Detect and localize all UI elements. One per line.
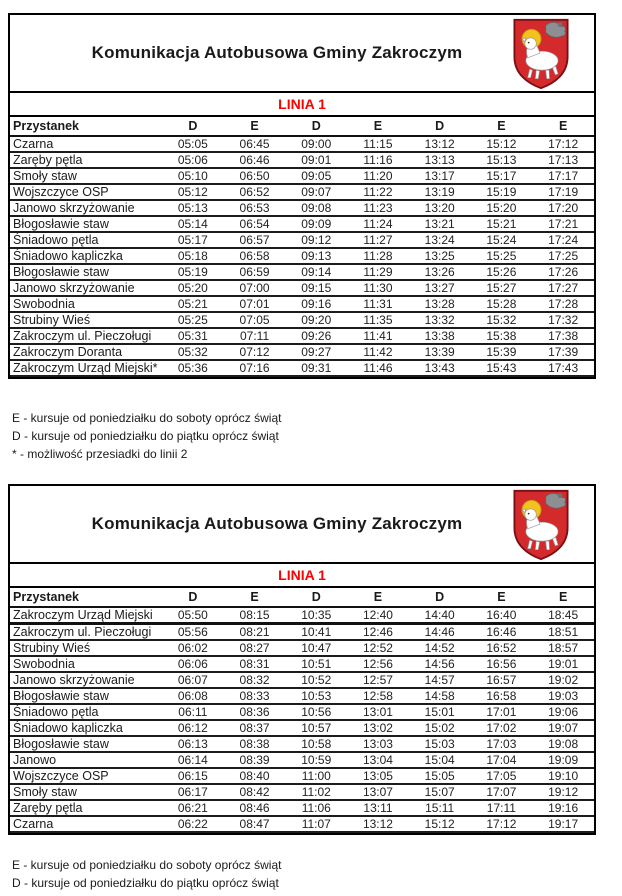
time-cell: 08:40 (239, 769, 270, 783)
time-cell: 17:12 (486, 817, 517, 831)
stop-name-cell: Wojszczyce OSP (13, 185, 109, 199)
stop-name-cell: Strubiny Wieś (13, 641, 91, 655)
time-cell: 09:09 (301, 217, 332, 231)
time-cell: 11:07 (301, 817, 331, 831)
time-cell: 15:24 (486, 233, 517, 247)
stop-name-cell: Smoły staw (13, 785, 77, 799)
time-cell: 15:17 (486, 169, 517, 183)
time-cell: 09:01 (301, 153, 332, 167)
time-cell: 12:58 (362, 689, 393, 703)
stop-name-cell: Zakroczym ul. Pieczoługi (13, 329, 152, 343)
stop-name-cell: Smoły staw (13, 169, 77, 183)
time-cell: 05:14 (177, 217, 208, 231)
table-row (10, 656, 594, 672)
time-cell: 19:09 (548, 753, 579, 767)
time-cell: 17:17 (548, 169, 579, 183)
time-cell: 13:17 (424, 169, 455, 183)
time-cell: 14:57 (424, 673, 455, 687)
time-cell: 19:17 (548, 817, 579, 831)
masthead (10, 486, 594, 564)
time-cell: 14:46 (424, 625, 455, 639)
time-cell: 05:32 (177, 345, 208, 359)
time-cell: 15:02 (424, 721, 455, 735)
time-cell: 13:01 (362, 705, 393, 719)
time-cell: 12:46 (362, 625, 393, 639)
time-cell: 11:35 (363, 313, 393, 327)
time-cell: 05:12 (177, 185, 208, 199)
stop-name-cell: Zakroczym Doranta (13, 345, 123, 359)
footnotes-outbound (12, 409, 281, 463)
column-header-e3: E (471, 588, 533, 607)
time-cell: 18:45 (548, 608, 579, 622)
time-cell: 13:20 (424, 201, 455, 215)
time-cell: 09:05 (301, 169, 332, 183)
column-header-row (10, 117, 594, 136)
time-cell: 15:04 (424, 753, 455, 767)
time-cell: 13:04 (362, 753, 393, 767)
time-cell: 13:03 (362, 737, 393, 751)
footnote-line: E - kursuje od poniedziałku do soboty oprócz świąt (12, 858, 282, 872)
column-header-stop: Przystanek (10, 588, 162, 607)
time-cell: 07:01 (239, 297, 270, 311)
time-cell: 14:40 (424, 608, 455, 622)
table-row (10, 168, 594, 184)
time-cell: 15:26 (486, 265, 517, 279)
time-cell: 15:38 (486, 329, 517, 343)
table-row (10, 232, 594, 248)
time-cell: 06:15 (177, 769, 208, 783)
time-cell: 05:17 (177, 233, 208, 247)
time-cell: 14:58 (424, 689, 455, 703)
time-cell: 15:01 (424, 705, 455, 719)
time-cell: 17:20 (548, 201, 579, 215)
time-cell: 05:05 (177, 137, 208, 151)
time-cell: 17:27 (548, 281, 579, 295)
table-row (10, 344, 594, 360)
time-cell: 15:03 (424, 737, 455, 751)
table-row (10, 328, 594, 344)
time-cell: 06:58 (239, 249, 270, 263)
table-row (10, 200, 594, 216)
page-title: Komunikacja Autobusowa Gminy Zakroczym (91, 43, 463, 62)
time-cell: 12:57 (362, 673, 393, 687)
time-cell: 09:14 (301, 265, 332, 279)
time-cell: 17:01 (486, 705, 517, 719)
time-cell: 07:05 (239, 313, 270, 327)
table-row (10, 768, 594, 784)
column-header-e1: E (224, 117, 286, 136)
table-row (10, 672, 594, 688)
time-cell: 11:23 (363, 201, 393, 215)
time-cell: 10:52 (301, 673, 332, 687)
time-cell: 15:12 (424, 817, 455, 831)
line-banner: LINIA 1 (10, 564, 594, 588)
time-cell: 17:05 (486, 769, 517, 783)
time-cell: 17:26 (548, 265, 579, 279)
time-cell: 17:25 (548, 249, 579, 263)
masthead (10, 15, 594, 93)
time-cell: 05:13 (177, 201, 208, 215)
time-cell: 11:31 (363, 297, 393, 311)
column-header-e4: E (532, 117, 594, 136)
page-title: Komunikacja Autobusowa Gminy Zakroczym (91, 514, 463, 533)
time-cell: 17:03 (486, 737, 517, 751)
footnotes-return (12, 856, 281, 892)
table-row (10, 607, 594, 624)
stop-name-cell: Janowo skrzyżowanie (13, 673, 135, 687)
table-row (10, 784, 594, 800)
time-cell: 12:56 (362, 657, 393, 671)
time-cell: 14:56 (424, 657, 455, 671)
time-cell: 07:11 (239, 329, 270, 343)
table-row (10, 360, 594, 376)
column-header-e3: E (471, 117, 533, 136)
table-row (10, 312, 594, 328)
table-row (10, 248, 594, 264)
time-cell: 06:50 (239, 169, 270, 183)
table-row (10, 736, 594, 752)
time-cell: 08:39 (239, 753, 270, 767)
table-row (10, 136, 594, 152)
time-cell: 10:41 (301, 625, 332, 639)
table-row (10, 216, 594, 232)
time-cell: 11:02 (301, 785, 331, 799)
table-row (10, 624, 594, 641)
stop-name-cell: Śniadowo kapliczka (13, 721, 123, 735)
time-cell: 11:24 (363, 217, 393, 231)
time-cell: 11:42 (363, 345, 393, 359)
time-cell: 06:07 (177, 673, 208, 687)
time-cell: 08:32 (239, 673, 270, 687)
time-cell: 08:37 (239, 721, 270, 735)
stop-name-cell: Zakroczym Urząd Miejski (13, 608, 153, 622)
time-cell: 10:51 (301, 657, 332, 671)
time-cell: 19:07 (548, 721, 579, 735)
time-cell: 13:21 (424, 217, 455, 231)
time-cell: 06:45 (239, 137, 270, 151)
time-cell: 13:07 (362, 785, 393, 799)
time-cell: 12:40 (362, 608, 393, 622)
column-header-d1: D (162, 117, 224, 136)
stop-name-cell: Wojszczyce OSP (13, 769, 109, 783)
stop-name-cell: Śniadowo pętla (13, 233, 99, 247)
time-cell: 19:02 (548, 673, 579, 687)
time-cell: 05:18 (177, 249, 208, 263)
stop-name-cell: Janowo skrzyżowanie (13, 201, 135, 215)
time-cell: 16:57 (486, 673, 517, 687)
time-cell: 05:31 (177, 329, 208, 343)
time-cell: 08:21 (239, 625, 270, 639)
stop-name-cell: Czarna (13, 137, 54, 151)
time-cell: 15:32 (486, 313, 517, 327)
stop-name-cell: Czarna (13, 817, 54, 831)
time-cell: 13:24 (424, 233, 455, 247)
time-cell: 05:19 (177, 265, 208, 279)
time-cell: 09:31 (301, 361, 332, 375)
time-cell: 15:20 (486, 201, 517, 215)
time-cell: 06:57 (239, 233, 270, 247)
time-cell: 05:21 (177, 297, 208, 311)
time-cell: 11:15 (363, 137, 393, 151)
zakroczym-coat-of-arms-icon (510, 488, 572, 562)
footnote-line: * - możliwość przesiadki do linii 2 (12, 447, 188, 461)
time-cell: 17:32 (548, 313, 579, 327)
time-cell: 19:10 (548, 769, 579, 783)
time-cell: 05:10 (177, 169, 208, 183)
stop-name-cell: Swobodnia (13, 657, 75, 671)
table-row (10, 720, 594, 736)
time-cell: 09:20 (301, 313, 332, 327)
time-cell: 09:27 (301, 345, 332, 359)
time-cell: 17:13 (548, 153, 579, 167)
time-cell: 19:12 (548, 785, 579, 799)
stop-name-cell: Błogosławie staw (13, 737, 109, 751)
timetable-table (10, 117, 594, 377)
time-cell: 17:11 (486, 801, 516, 815)
time-cell: 11:06 (301, 801, 331, 815)
time-cell: 05:36 (177, 361, 208, 375)
time-cell: 13:43 (424, 361, 455, 375)
table-row (10, 704, 594, 720)
time-cell: 13:19 (424, 185, 455, 199)
stop-name-cell: Błogosławie staw (13, 265, 109, 279)
column-header-d3: D (409, 117, 471, 136)
time-cell: 13:32 (424, 313, 455, 327)
time-cell: 13:13 (424, 153, 455, 167)
time-cell: 09:16 (301, 297, 332, 311)
time-cell: 18:51 (548, 625, 579, 639)
time-cell: 08:27 (239, 641, 270, 655)
zakroczym-coat-of-arms-icon (510, 17, 572, 91)
time-cell: 15:25 (486, 249, 517, 263)
time-cell: 15:21 (486, 217, 517, 231)
time-cell: 17:28 (548, 297, 579, 311)
time-cell: 06:08 (177, 689, 208, 703)
time-cell: 06:53 (239, 201, 270, 215)
table-row (10, 688, 594, 704)
column-header-e4: E (532, 588, 594, 607)
time-cell: 08:15 (239, 608, 270, 622)
table-row (10, 152, 594, 168)
table-row (10, 296, 594, 312)
time-cell: 06:17 (177, 785, 208, 799)
time-cell: 09:15 (301, 281, 332, 295)
time-cell: 13:05 (362, 769, 393, 783)
time-cell: 05:50 (177, 608, 208, 622)
column-header-d1: D (162, 588, 224, 607)
time-cell: 07:16 (239, 361, 270, 375)
stop-name-cell: Błogosławie staw (13, 217, 109, 231)
time-cell: 10:56 (301, 705, 332, 719)
time-cell: 09:07 (301, 185, 332, 199)
stop-name-cell: Swobodnia (13, 297, 75, 311)
time-cell: 11:00 (301, 769, 331, 783)
stop-name-cell: Zaręby pętla (13, 801, 83, 815)
time-cell: 05:20 (177, 281, 208, 295)
time-cell: 06:06 (177, 657, 208, 671)
time-cell: 07:00 (239, 281, 270, 295)
time-cell: 13:12 (424, 137, 455, 151)
time-cell: 17:04 (486, 753, 517, 767)
time-cell: 17:19 (548, 185, 579, 199)
table-row (10, 280, 594, 296)
time-cell: 13:25 (424, 249, 455, 263)
time-cell: 09:12 (301, 233, 332, 247)
time-cell: 08:38 (239, 737, 270, 751)
time-cell: 16:56 (486, 657, 517, 671)
time-cell: 06:59 (239, 265, 270, 279)
time-cell: 10:53 (301, 689, 332, 703)
time-cell: 10:57 (301, 721, 332, 735)
table-row (10, 752, 594, 768)
column-header-e2: E (347, 588, 409, 607)
footnote-line: D - kursuje od poniedziałku do piątku oprócz świąt (12, 429, 279, 443)
stop-name-cell: Zaręby pętla (13, 153, 83, 167)
time-cell: 10:58 (301, 737, 332, 751)
time-cell: 16:58 (486, 689, 517, 703)
time-cell: 07:12 (239, 345, 270, 359)
line-banner: LINIA 1 (10, 93, 594, 117)
time-cell: 16:40 (486, 608, 517, 622)
time-cell: 19:08 (548, 737, 579, 751)
time-cell: 17:02 (486, 721, 517, 735)
timetable-outbound (8, 13, 596, 379)
time-cell: 11:28 (363, 249, 393, 263)
time-cell: 15:12 (486, 137, 517, 151)
time-cell: 08:33 (239, 689, 270, 703)
time-cell: 06:02 (177, 641, 208, 655)
time-cell: 15:19 (486, 185, 517, 199)
time-cell: 17:24 (548, 233, 579, 247)
time-cell: 05:06 (177, 153, 208, 167)
column-header-stop: Przystanek (10, 117, 162, 136)
table-row (10, 184, 594, 200)
time-cell: 06:13 (177, 737, 208, 751)
time-cell: 16:52 (486, 641, 517, 655)
timetable-return (8, 484, 596, 835)
time-cell: 11:41 (363, 329, 393, 343)
column-header-d2: D (285, 588, 347, 607)
footnote-line: D - kursuje od poniedziałku do piątku oprócz świąt (12, 876, 279, 890)
time-cell: 11:30 (363, 281, 393, 295)
time-cell: 15:05 (424, 769, 455, 783)
time-cell: 08:46 (239, 801, 270, 815)
time-cell: 17:07 (486, 785, 517, 799)
time-cell: 08:36 (239, 705, 270, 719)
time-cell: 11:22 (363, 185, 393, 199)
time-cell: 06:46 (239, 153, 270, 167)
time-cell: 09:00 (301, 137, 332, 151)
time-cell: 11:46 (363, 361, 393, 375)
time-cell: 06:12 (177, 721, 208, 735)
table-row (10, 264, 594, 280)
time-cell: 17:21 (548, 217, 579, 231)
column-header-row (10, 588, 594, 607)
time-cell: 15:43 (486, 361, 517, 375)
time-cell: 06:54 (239, 217, 270, 231)
time-cell: 10:35 (301, 608, 332, 622)
time-cell: 15:07 (424, 785, 455, 799)
time-cell: 13:28 (424, 297, 455, 311)
time-cell: 19:03 (548, 689, 579, 703)
footnote-line: E - kursuje od poniedziałku do soboty oprócz świąt (12, 411, 282, 425)
time-cell: 15:13 (486, 153, 517, 167)
time-cell: 06:52 (239, 185, 270, 199)
column-header-e2: E (347, 117, 409, 136)
time-cell: 17:43 (548, 361, 579, 375)
stop-name-cell: Śniadowo kapliczka (13, 249, 123, 263)
column-header-d3: D (409, 588, 471, 607)
time-cell: 10:59 (301, 753, 332, 767)
time-cell: 17:12 (548, 137, 579, 151)
time-cell: 13:39 (424, 345, 455, 359)
stop-name-cell: Janowo skrzyżowanie (13, 281, 135, 295)
time-cell: 05:56 (177, 625, 208, 639)
column-header-e1: E (224, 588, 286, 607)
time-cell: 17:39 (548, 345, 579, 359)
stop-name-cell: Janowo (13, 753, 57, 767)
time-cell: 15:28 (486, 297, 517, 311)
stop-name-cell: Zakroczym Urząd Miejski* (13, 361, 158, 375)
time-cell: 19:16 (548, 801, 579, 815)
time-cell: 13:26 (424, 265, 455, 279)
column-header-d2: D (285, 117, 347, 136)
time-cell: 06:14 (177, 753, 208, 767)
table-row (10, 816, 594, 832)
time-cell: 16:46 (486, 625, 517, 639)
time-cell: 08:42 (239, 785, 270, 799)
time-cell: 09:08 (301, 201, 332, 215)
time-cell: 06:21 (177, 801, 208, 815)
time-cell: 17:38 (548, 329, 579, 343)
stop-name-cell: Śniadowo pętla (13, 705, 99, 719)
time-cell: 05:25 (177, 313, 208, 327)
stop-name-cell: Błogosławie staw (13, 689, 109, 703)
stop-name-cell: Zakroczym ul. Pieczoługi (13, 625, 152, 639)
time-cell: 09:26 (301, 329, 332, 343)
time-cell: 10:47 (301, 641, 332, 655)
time-cell: 11:16 (363, 153, 393, 167)
time-cell: 13:11 (363, 801, 393, 815)
time-cell: 15:27 (486, 281, 517, 295)
stop-name-cell: Strubiny Wieś (13, 313, 91, 327)
time-cell: 13:12 (362, 817, 393, 831)
time-cell: 15:39 (486, 345, 517, 359)
time-cell: 13:38 (424, 329, 455, 343)
time-cell: 11:20 (363, 169, 393, 183)
time-cell: 19:01 (548, 657, 579, 671)
time-cell: 13:27 (424, 281, 455, 295)
time-cell: 06:11 (178, 705, 208, 719)
time-cell: 06:22 (177, 817, 208, 831)
time-cell: 09:13 (301, 249, 332, 263)
time-cell: 11:29 (363, 265, 393, 279)
timetable-table (10, 588, 594, 833)
time-cell: 11:27 (363, 233, 393, 247)
time-cell: 12:52 (362, 641, 393, 655)
time-cell: 19:06 (548, 705, 579, 719)
table-row (10, 640, 594, 656)
time-cell: 08:31 (239, 657, 270, 671)
time-cell: 08:47 (239, 817, 270, 831)
time-cell: 18:57 (548, 641, 579, 655)
time-cell: 14:52 (424, 641, 455, 655)
time-cell: 13:02 (362, 721, 393, 735)
table-row (10, 800, 594, 816)
time-cell: 15:11 (425, 801, 455, 815)
